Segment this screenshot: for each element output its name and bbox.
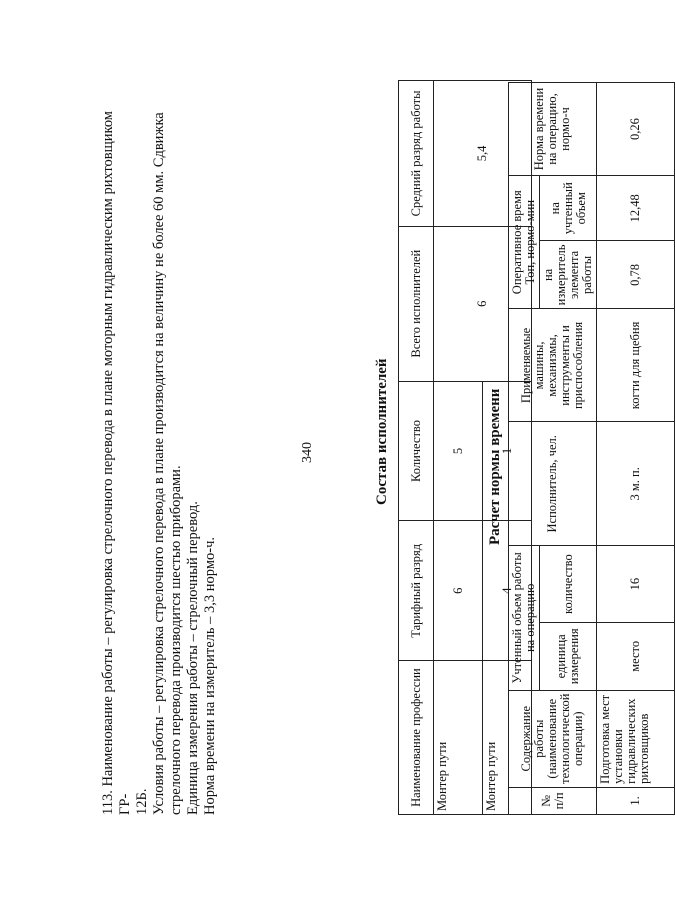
cell-op-meter: 0,78 (597, 241, 675, 309)
cell-quantity: 1 (483, 381, 532, 521)
header-performer: Исполнитель, чел. (509, 422, 597, 546)
header-op-meter: на измеритель элемента работы (540, 241, 597, 309)
header-volume-qty: количество (540, 546, 597, 623)
header-num: № п/п (509, 787, 597, 814)
cell-qty: 16 (597, 546, 675, 623)
cell-num: 1. (597, 787, 675, 814)
cell-tariff: 6 (434, 521, 483, 661)
table-row (597, 83, 675, 815)
cell-avg-grade: 5,4 (434, 81, 532, 227)
work-description (100, 95, 219, 815)
header-tools: Применяемые машины, механизмы, инструменты и приспособления (509, 309, 597, 422)
crew-table-header (399, 81, 434, 815)
cell-profession: Монтер пути (483, 661, 532, 815)
table-row (434, 81, 483, 815)
header-content: Содержание работы (наименование технологической операции) (509, 690, 597, 787)
work-title-line-cont: 12Б. (134, 788, 150, 815)
header-volume-unit: единица измерения (540, 623, 597, 691)
time-calc-section-title: Расчет нормы времени (487, 388, 503, 545)
work-unit-line: Единица измерения работы – стрелочный перевод. (185, 501, 201, 815)
cell-norm: 0,26 (597, 83, 675, 176)
time-norm-line: Норма времени на измеритель – 3,3 нормо-ч. (202, 537, 218, 815)
work-title-line: 113. Наименование работы – регулировка стрелочного перевода в плане моторным гидравлическим рихтовщиком ГР- (100, 111, 133, 815)
header-avg-grade: Средний разряд работы (399, 81, 434, 227)
cell-tools: когти для щебня (597, 309, 675, 422)
work-conditions-line: Условия работы – регулировка стрелочного перевода в плане производится на величину не более 60 мм. Сдвижка (151, 112, 167, 815)
header-total: Всего исполнителей (399, 226, 434, 381)
header-volume: Учтенный объем работы на операцию (509, 546, 540, 690)
header-profession: Наименование профессии (399, 661, 434, 815)
cell-unit: место (597, 623, 675, 691)
page-number: 340 (300, 442, 315, 463)
header-quantity: Количество (399, 381, 434, 521)
time-calc-header (509, 83, 540, 815)
header-tariff: Тарифный разряд (399, 521, 434, 661)
header-op-volume: на учтенный объем (540, 176, 597, 241)
cell-content: Подготовка мест установки гидравлических рихтовщиков (597, 690, 675, 787)
work-conditions-line-cont: стрелочного перевода производится шестью приборами. (168, 465, 184, 815)
header-op-time: Оперативное время Топ, нормо-мин (509, 176, 540, 309)
header-norm: Норма времени на операцию, нормо-ч (509, 83, 597, 176)
crew-section-title: Состав исполнителей (374, 358, 390, 505)
time-calc-table (508, 82, 675, 815)
cell-quantity: 5 (434, 381, 483, 521)
cell-op-volume: 12,48 (597, 176, 675, 241)
cell-tariff: 4 (483, 521, 532, 661)
cell-profession: Монтер пути (434, 661, 483, 815)
cell-total: 6 (434, 226, 532, 381)
cell-performer: 3 м. п. (597, 422, 675, 546)
